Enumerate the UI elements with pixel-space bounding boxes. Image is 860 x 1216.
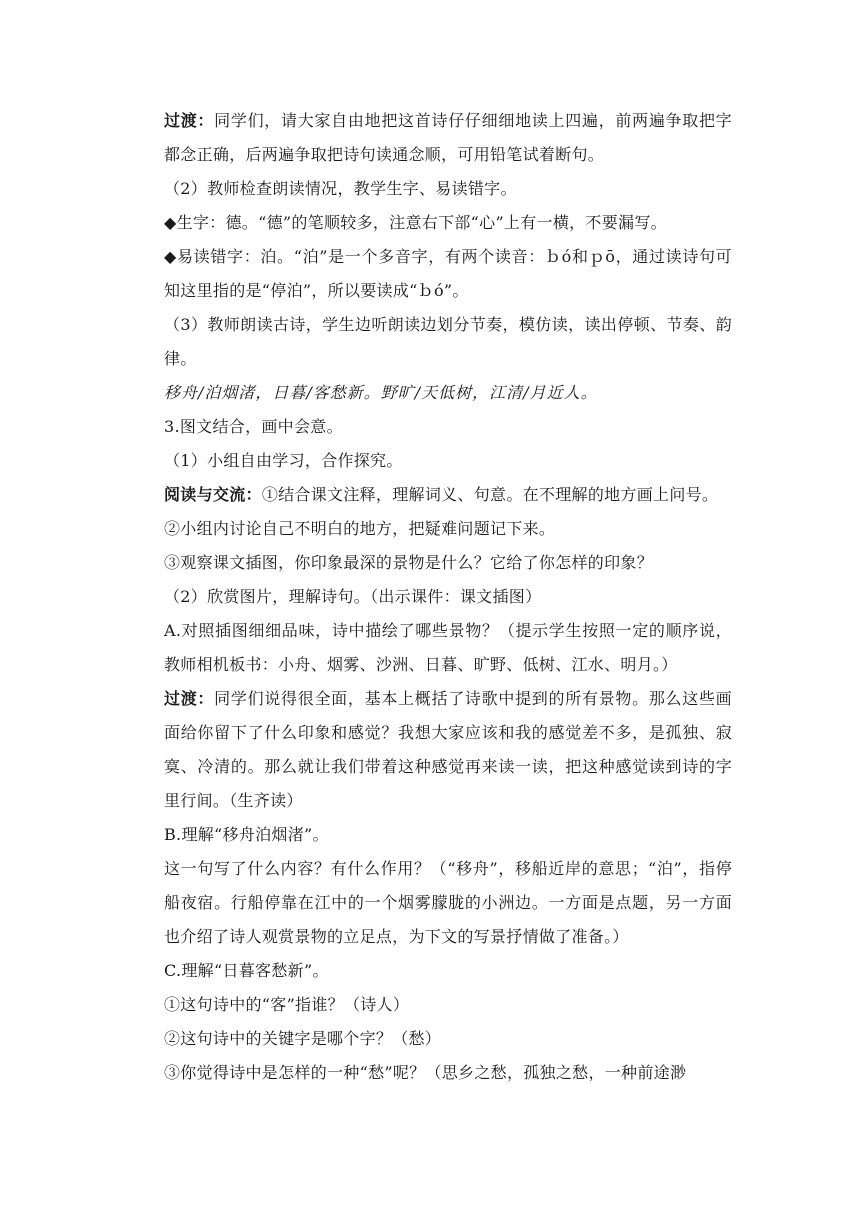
paragraph-observe-illustration: ③观察课文插图，你印象最深的景物是什么？它给了你怎样的印象？ <box>164 553 654 572</box>
paragraph-misread-character <box>164 240 732 308</box>
document-body <box>164 104 732 1090</box>
reading-exchange-text: ①结合课文注释，理解词义、句意。在不理解的地方画上问号。 <box>261 485 719 504</box>
paragraph-reading-exchange <box>164 478 732 512</box>
new-character-text: 生字：德。“德”的笔顺较多，注意右下部“心”上有一横，不要漏写。 <box>176 213 667 232</box>
section-heading-3: 3.图文结合，画中会意。 <box>164 417 343 436</box>
paragraph-item-b-detail: 这一句写了什么内容？有什么作用？（“移舟”，移船近岸的意思；“泊”，指停船夜宿。行船停靠在江中的一个烟雾朦胧的小洲边。一方面是点题，另一方面也介绍了诗人观赏景物的立足点，为下文的写景抒情做了准备。） <box>164 859 732 946</box>
paragraph-item-a: A.对照插图细细品味，诗中描绘了哪些景物？（提示学生按照一定的顺序说，教师相机板书：小舟、烟雾、沙洲、日暮、旷野、低树、江水、明月。） <box>164 621 732 674</box>
paragraph-question-3: ③你觉得诗中是怎样的一种“愁”呢？（思乡之愁，孤独之愁，一种前途渺 <box>164 1063 687 1082</box>
reading-exchange-label: 阅读与交流： <box>164 485 262 504</box>
misread-character-text: 易读错字：泊。“泊”是一个多音字，有两个读音：ｂó和ｐō，通过读诗句可知这里指的是“停泊”，所以要读成“ｂó”。 <box>164 247 732 300</box>
transition-text: 同学们说得很全面，基本上概括了诗歌中提到的所有景物。那么这些画面给你留下了什么印象和感觉？我想大家应该和我的感觉差不多，是孤独、寂寞、冷清的。那么就让我们带着这种感觉再来读一读，把这种感觉读到诗的字里行间。（生齐读） <box>164 689 732 810</box>
paragraph-discussion: ②小组内讨论自己不明白的地方，把疑难问题记下来。 <box>164 519 556 538</box>
paragraph-new-character <box>164 206 732 240</box>
diamond-bullet-icon: ◆ <box>164 213 177 232</box>
poem-rhythm-line: 移舟/泊烟渚，日暮/客愁新。野旷/天低树，江清/月近人。 <box>164 383 598 402</box>
paragraph-check-reading: （2）教师检查朗读情况，教学生字、易读错字。 <box>164 179 517 198</box>
paragraph-transition-2 <box>164 682 732 818</box>
transition-text: 同学们，请大家自由地把这首诗仔仔细细地读上四遍，前两遍争取把字都念正确，后两遍争取把诗句读通念顺，可用铅笔试着断句。 <box>164 111 732 164</box>
diamond-bullet-icon: ◆ <box>164 247 177 266</box>
transition-label: 过渡： <box>164 689 215 708</box>
paragraph-question-1: ①这句诗中的“客”指谁？（诗人） <box>164 995 410 1014</box>
paragraph-appreciate-image: （2）欣赏图片，理解诗句。（出示课件：课文插图） <box>164 587 542 606</box>
paragraph-item-c: C.理解“日暮客愁新”。 <box>164 961 329 980</box>
paragraph-group-study: （1）小组自由学习，合作探究。 <box>164 451 403 470</box>
paragraph-teacher-reading: （3）教师朗读古诗，学生边听朗读边划分节奏，模仿读，读出停顿、节奏、韵律。 <box>164 315 732 368</box>
transition-label: 过渡： <box>164 111 215 130</box>
paragraph-transition-1 <box>164 104 732 172</box>
paragraph-question-2: ②这句诗中的关键字是哪个字？（愁） <box>164 1029 442 1048</box>
paragraph-item-b: B.理解“移舟泊烟渚”。 <box>164 825 329 844</box>
